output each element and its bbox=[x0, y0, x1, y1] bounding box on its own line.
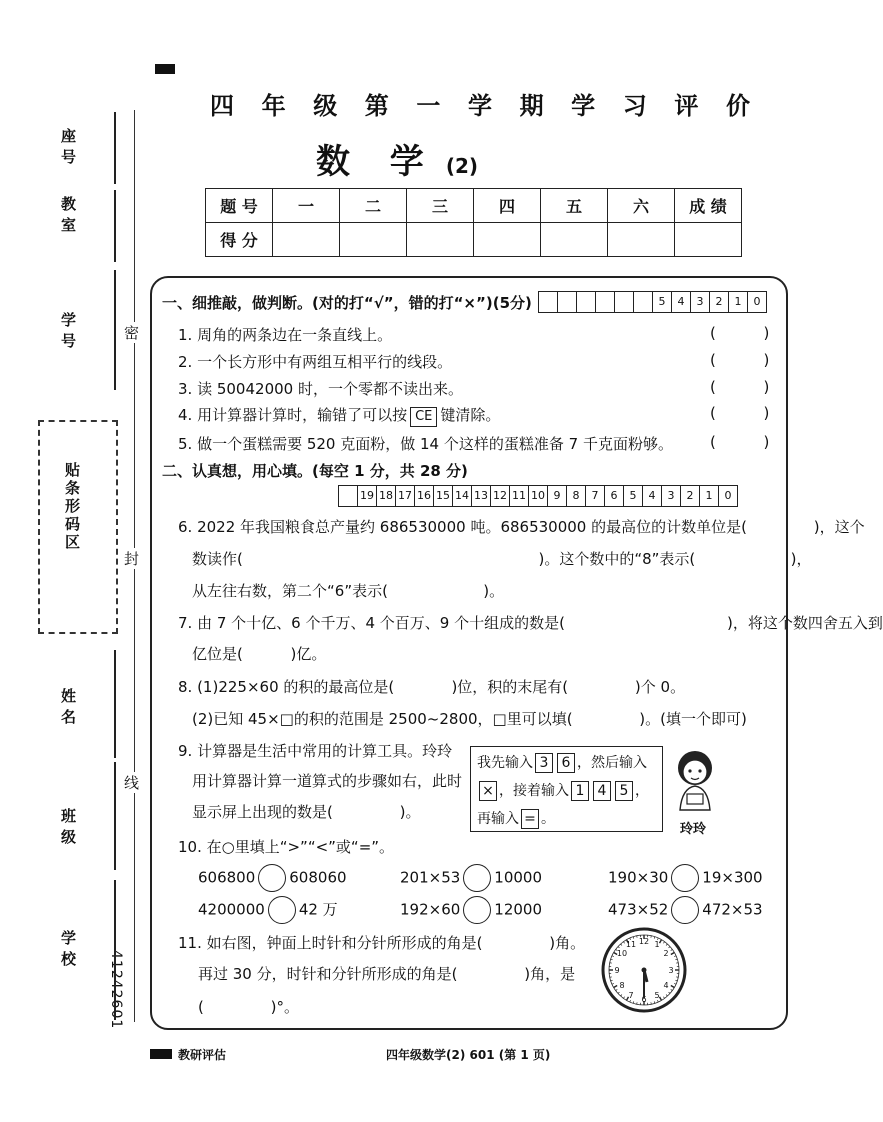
side-line-2 bbox=[114, 190, 116, 262]
svg-text:8: 8 bbox=[619, 981, 625, 990]
s2-q6-line1: 6. 2022 年我国粮食总产量约 686530000 吨。686530000 的最高位的计数单位是( )，这个 bbox=[178, 518, 865, 536]
svg-text:11: 11 bbox=[625, 940, 637, 949]
s1-q1: 1. 周角的两条边在一条直线上。 bbox=[178, 326, 393, 344]
answer-paren-4[interactable]: ( ) bbox=[710, 404, 770, 422]
svg-text:1: 1 bbox=[654, 940, 660, 949]
s1-q3: 3. 读 50042000 时，一个零都不读出来。 bbox=[178, 380, 463, 398]
s2-q8-line2: (2)已知 45×□的积的范围是 2500~2800，□里可以填( )。(填一个即可) bbox=[192, 710, 747, 728]
ce-key: CE bbox=[410, 407, 437, 427]
compare-circle[interactable] bbox=[671, 896, 699, 924]
barcode-label: 贴条形码区 bbox=[63, 462, 81, 552]
key-6: 6 bbox=[557, 753, 575, 773]
name-label: 姓名 bbox=[59, 688, 77, 730]
s2-q11-line1: 11. 如右图，钟面上时针和分针所形成的角是( )角。 bbox=[178, 934, 586, 952]
s1-q4: 4. 用计算器计算时，输错了可以按 CE 键清除。 bbox=[178, 404, 500, 427]
s2-q9-line2: 用计算器计算一道算式的步骤如右，此时 bbox=[192, 772, 463, 790]
answer-paren-1[interactable]: ( ) bbox=[710, 324, 770, 342]
s1-q5: 5. 做一个蛋糕需要 520 克面粉，做 14 个这样的蛋糕准备 7 千克面粉够。 bbox=[178, 435, 673, 453]
svg-text:7: 7 bbox=[628, 991, 634, 1000]
character-name: 玲玲 bbox=[680, 822, 707, 837]
s2-q7-line2: 亿位是( )亿。 bbox=[192, 645, 327, 663]
seat-label: 座号 bbox=[59, 128, 77, 170]
score-cell[interactable] bbox=[474, 223, 541, 257]
calc-line-2: × ，接着输入 1 4 5 ， bbox=[477, 777, 656, 805]
clock-face bbox=[600, 926, 688, 1014]
footer-left: 教研评估 bbox=[178, 1048, 227, 1062]
side-line-4 bbox=[114, 650, 116, 758]
footer-mark bbox=[150, 1049, 172, 1059]
answer-paren-5[interactable]: ( ) bbox=[710, 433, 770, 451]
svg-text:6: 6 bbox=[641, 995, 647, 1004]
score-cell[interactable] bbox=[675, 223, 742, 257]
footer-center: 四年级数学(2) 601 (第 1 页) bbox=[386, 1048, 551, 1062]
side-line-5 bbox=[114, 762, 116, 870]
svg-text:5: 5 bbox=[654, 991, 660, 1000]
key-multiply: × bbox=[479, 781, 497, 801]
page-title: 四 年 级 第 一 学 期 学 习 评 价 bbox=[210, 92, 750, 120]
s2-q10: 10. 在○里填上“>”“<”或“=”。 bbox=[178, 838, 395, 856]
key-4: 4 bbox=[593, 781, 611, 801]
svg-text:3: 3 bbox=[668, 966, 674, 975]
key-5: 5 bbox=[615, 781, 633, 801]
score-cell[interactable] bbox=[407, 223, 474, 257]
subject-title: 数 学 (2) bbox=[315, 142, 479, 182]
section1-score-bar: 5 4 3 2 1 0 bbox=[538, 291, 767, 313]
compare-circle[interactable] bbox=[463, 864, 491, 892]
s2-q7-line1: 7. 由 7 个十亿、6 个千万、4 个百万、9 个十组成的数是( )，将这个数四舍五入到 bbox=[178, 614, 883, 632]
compare-circle[interactable] bbox=[463, 896, 491, 924]
s2-q6-line3: 从左往右数，第二个“6”表示( )。 bbox=[192, 582, 505, 600]
score-cell[interactable] bbox=[541, 223, 608, 257]
girl-illustration bbox=[668, 748, 722, 814]
key-equals: = bbox=[521, 809, 539, 829]
score-cell[interactable] bbox=[273, 223, 340, 257]
compare-5: 192×60 12000 bbox=[400, 896, 542, 924]
registration-mark bbox=[155, 64, 175, 74]
compare-3: 190×30 19×300 bbox=[608, 864, 763, 892]
section1-heading: 一、细推敲，做判断。(对的打“√”，错的打“×”)(5分) bbox=[162, 294, 532, 312]
svg-text:2: 2 bbox=[663, 949, 669, 958]
section2-score-bar: 19 18 17 16 15 14 13 12 11 10 9 8 7 6 5 4 3 2 1 0 bbox=[338, 485, 738, 507]
key-3: 3 bbox=[535, 753, 553, 773]
compare-circle[interactable] bbox=[671, 864, 699, 892]
seal-char-3: 线 bbox=[124, 774, 140, 792]
compare-circle[interactable] bbox=[258, 864, 286, 892]
calc-line-1: 我先输入 3 6 ，然后输入 bbox=[477, 755, 647, 771]
serial-number: 41242601 bbox=[108, 950, 124, 1030]
s1-q2: 2. 一个长方形中有两组互相平行的线段。 bbox=[178, 353, 453, 371]
s2-q11-line3: ( )°。 bbox=[198, 998, 299, 1016]
compare-1: 606800 608060 bbox=[198, 864, 347, 892]
answer-paren-3[interactable]: ( ) bbox=[710, 378, 770, 396]
score-cell[interactable] bbox=[340, 223, 407, 257]
compare-circle[interactable] bbox=[268, 896, 296, 924]
score-table: 题 号 一 二 三 四 五 六 成 绩 得 分 bbox=[205, 188, 742, 257]
calc-line-3: 再输入 = 。 bbox=[477, 811, 555, 827]
class-label: 班级 bbox=[59, 808, 77, 850]
key-1: 1 bbox=[571, 781, 589, 801]
compare-6: 473×52 472×53 bbox=[608, 896, 763, 924]
calculator-steps-box bbox=[470, 746, 663, 832]
s2-q9-line1: 9. 计算器是生活中常用的计算工具。玲玲 bbox=[178, 742, 453, 760]
school-label: 学校 bbox=[59, 930, 77, 972]
seal-char-1: 密 bbox=[124, 324, 140, 342]
classroom-label: 教室 bbox=[59, 196, 77, 238]
seal-char-2: 封 bbox=[124, 550, 140, 568]
score-cell[interactable] bbox=[608, 223, 675, 257]
svg-text:12: 12 bbox=[638, 937, 650, 946]
side-line-6 bbox=[114, 880, 116, 1020]
s2-q8-line1: 8. (1)225×60 的积的最高位是( )位，积的末尾有( )个 0。 bbox=[178, 678, 686, 696]
svg-text:10: 10 bbox=[616, 949, 628, 958]
side-line-3 bbox=[114, 270, 116, 390]
svg-text:4: 4 bbox=[663, 981, 669, 990]
svg-text:9: 9 bbox=[614, 966, 620, 975]
s2-q9-line3: 显示屏上出现的数是( )。 bbox=[192, 803, 421, 821]
student-id-label: 学号 bbox=[59, 312, 77, 354]
answer-paren-2[interactable]: ( ) bbox=[710, 351, 770, 369]
compare-4: 4200000 42 万 bbox=[198, 896, 338, 924]
s2-q11-line2: 再过 30 分，时针和分针所形成的角是( )角，是 bbox=[198, 965, 576, 983]
compare-2: 201×53 10000 bbox=[400, 864, 542, 892]
s2-q6-line2: 数读作( )。这个数中的“8”表示( )， bbox=[192, 550, 812, 568]
section2-heading: 二、认真想，用心填。(每空 1 分，共 28 分) bbox=[162, 462, 468, 480]
